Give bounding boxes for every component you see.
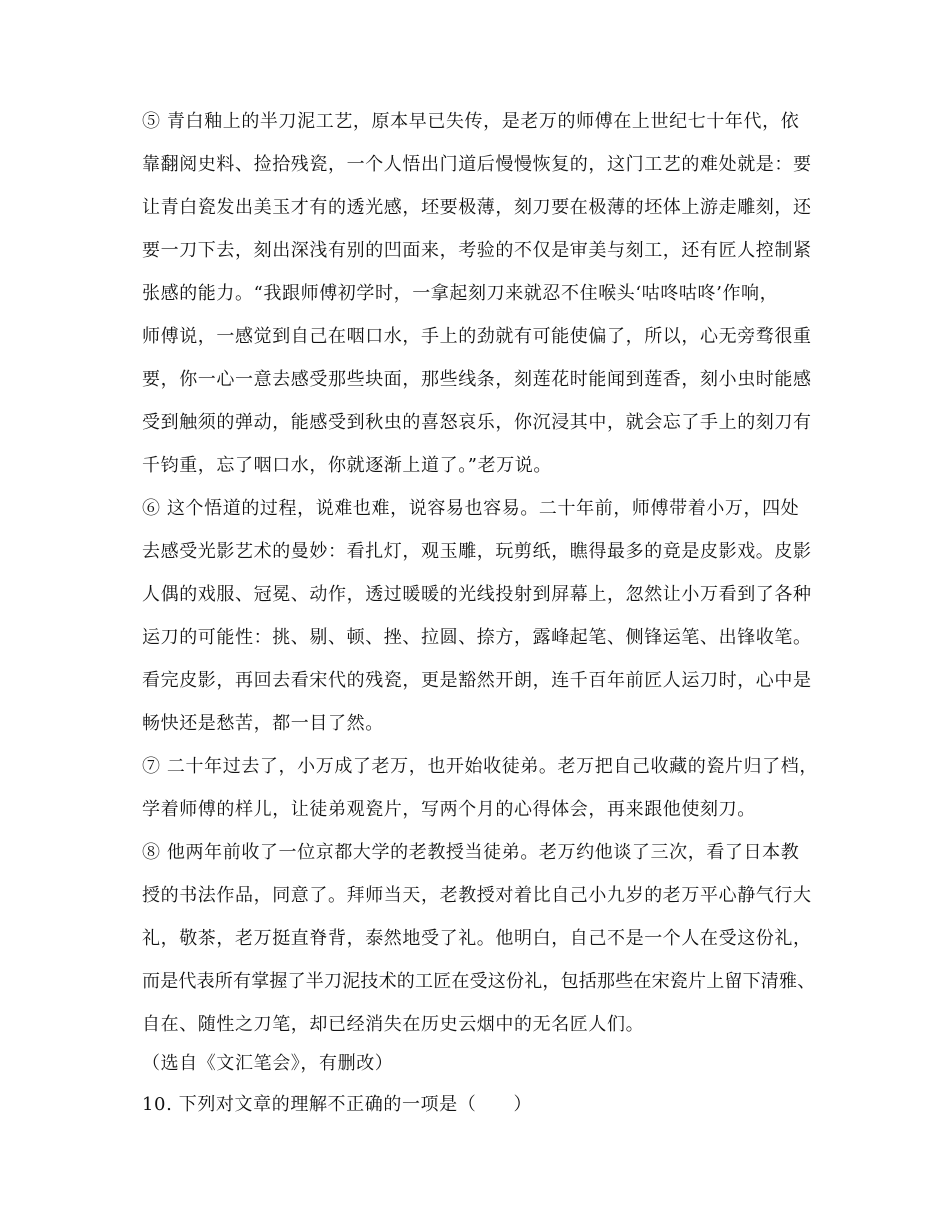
paragraph-5-line-2: 靠翻阅史料、捡拾残瓷，一个人悟出门道后慢慢恢复的，这门工艺的难处就是：要 — [142, 154, 812, 175]
paragraph-5-line-8: 受到触须的弹动，能感受到秋虫的喜怒哀乐，你沉浸其中，就会忘了手上的刻刀有 — [142, 412, 812, 433]
question-10: 10. 下列对文章的理解不正确的一项是（ ） — [142, 1094, 533, 1115]
paragraph-5-line-5: 张感的能力。“我跟师傅初学时，一拿起刻刀来就忍不住喉头‘咕咚咕咚’作响， — [142, 283, 779, 304]
paragraph-6-line-3: 人偶的戏服、冠冕、动作，透过暖暖的光线投射到屏幕上，忽然让小万看到了各种 — [142, 584, 812, 605]
paragraph-5-line-9: 千钧重，忘了咽口水，你就逐渐上道了。”老万说。 — [142, 455, 552, 476]
paragraph-6-line-2: 去感受光影艺术的曼妙：看扎灯，观玉雕，玩剪纸，瞧得最多的竟是皮影戏。皮影 — [142, 541, 812, 562]
paragraph-5-line-6: 师傅说，一感觉到自己在咽口水，手上的劲就有可能使偏了，所以，心无旁骛很重 — [142, 326, 812, 347]
paragraph-6-line-4: 运刀的可能性：挑、剔、顿、挫、拉圆、捺方，露峰起笔、侧锋运笔、出锋收笔。 — [142, 627, 812, 648]
paragraph-7-line-2: 学着师傅的样儿，让徒弟观瓷片，写两个月的心得体会，再来跟他使刻刀。 — [142, 799, 756, 820]
paragraph-7-line-1: ⑦ 二十年过去了，小万成了老万，也开始收徒弟。老万把自己收藏的瓷片归了档， — [142, 756, 818, 777]
paragraph-5-line-7: 要，你一心一意去感受那些块面，那些线条，刻莲花时能闻到莲香，刻小虫时能感 — [142, 369, 812, 390]
paragraph-6-line-6: 畅快还是愁苦，都一目了然。 — [142, 713, 384, 734]
paragraph-8-line-3: 礼，敬茶，老万挺直脊背，泰然地受了礼。他明白，自己不是一个人在受这份礼， — [142, 928, 812, 949]
paragraph-5-line-3: 让青白瓷发出美玉才有的透光感，坯要极薄，刻刀要在极薄的坯体上游走雕刻，还 — [142, 197, 812, 218]
paragraph-6-line-5: 看完皮影，再回去看宋代的残瓷，更是豁然开朗，连千百年前匠人运刀时，心中是 — [142, 670, 812, 691]
source-note: （选自《文汇笔会》，有删改） — [142, 1053, 394, 1074]
paragraph-8-line-2: 授的书法作品，同意了。拜师当天，老教授对着比自己小九岁的老万平心静气行大 — [142, 885, 812, 906]
paragraph-6-line-1: ⑥ 这个悟道的过程，说难也难，说容易也容易。二十年前，师傅带着小万，四处 — [142, 498, 800, 519]
paragraph-5-line-4: 要一刀下去，刻出深浅有别的凹面来，考验的不仅是审美与刻工，还有匠人控制紧 — [142, 240, 812, 261]
paragraph-8-line-5: 自在、随性之刀笔，却已经消失在历史云烟中的无名匠人们。 — [142, 1014, 645, 1035]
paragraph-8-line-1: ⑧ 他两年前收了一位京都大学的老教授当徒弟。老万约他谈了三次，看了日本教 — [142, 842, 800, 863]
paragraph-5-line-1: ⑤ 青白釉上的半刀泥工艺，原本早已失传，是老万的师傅在上世纪七十年代，依 — [142, 111, 800, 132]
paragraph-8-line-4: 而是代表所有掌握了半刀泥技术的工匠在受这份礼，包括那些在宋瓷片上留下清雅、 — [142, 971, 816, 992]
